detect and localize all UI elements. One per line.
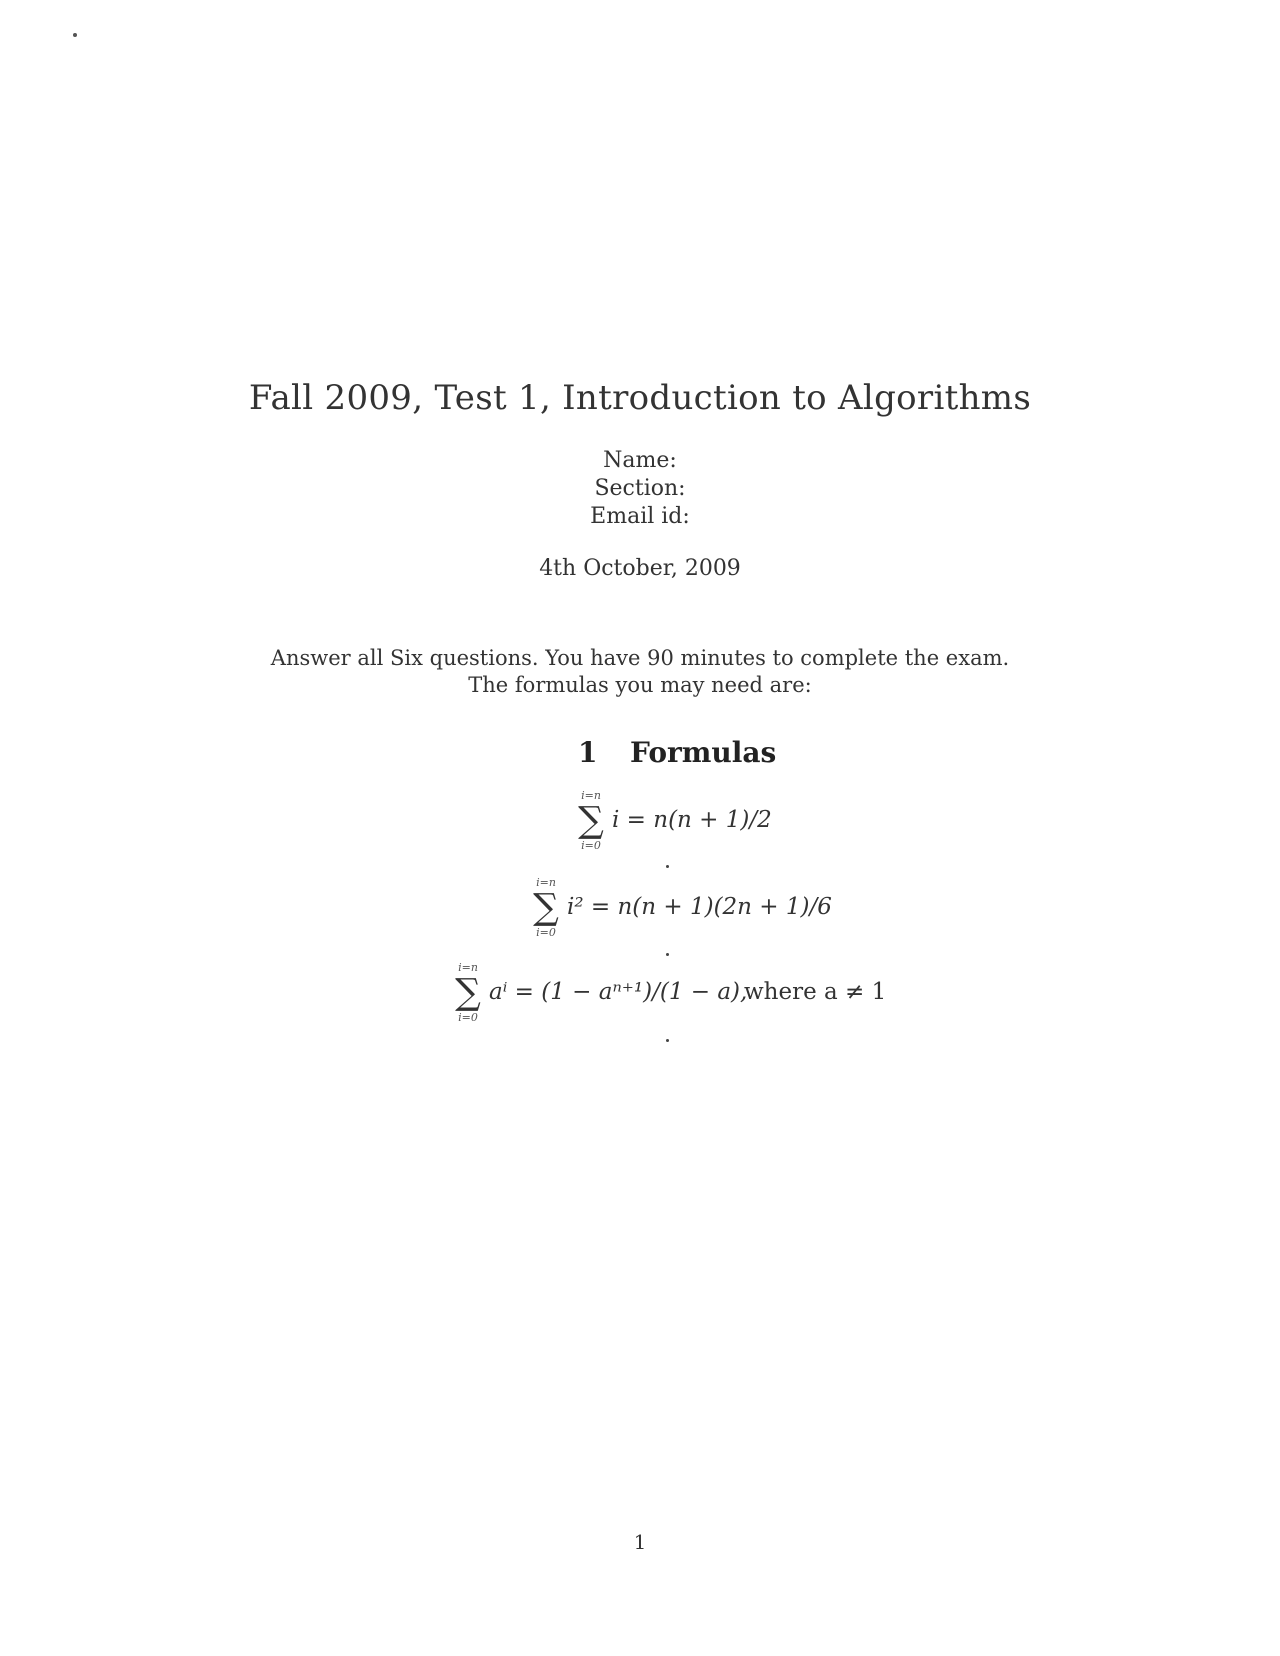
summation-upper-limit: i=n [536,876,556,889]
formula-expression: aⁱ = (1 − aⁿ⁺¹)/(1 − a), [489,979,748,1005]
formula-period [666,865,669,868]
formula-period [666,1039,669,1042]
summation-symbol [529,877,563,939]
name-field-label: Name: [603,448,677,473]
formula-sum-of-i-squared [529,876,832,967]
exam-date: 4th October, 2009 [539,556,741,581]
summation-upper-limit: i=n [458,961,478,974]
formula-expression: i = n(n + 1)/2 [612,807,772,833]
sigma-icon: ∑ [578,800,604,841]
summation-lower-limit: i=0 [536,926,556,939]
instructions-line-1: Answer all Six questions. You have 90 minutes to complete the exam. [270,646,1010,670]
formula-expression: i² = n(n + 1)(2n + 1)/6 [567,894,832,920]
summation-lower-limit: i=0 [458,1011,478,1024]
page-number: 1 [633,1530,647,1554]
section-title: Formulas [630,736,777,769]
scan-speck [73,33,77,37]
section-field-label: Section: [594,476,686,501]
formula-geometric-series [451,962,891,1052]
section-number: 1 [578,736,598,769]
formula-period [666,953,669,956]
instructions-line-2: The formulas you may need are: [468,673,812,697]
summation-lower-limit: i=0 [581,839,601,852]
formula-condition: where a ≠ 1 [744,979,887,1005]
formula-sum-of-i [574,790,774,880]
section-heading [578,736,776,769]
summation-symbol [451,962,485,1024]
exam-title: Fall 2009, Test 1, Introduction to Algorithms [248,378,1032,418]
sigma-icon: ∑ [455,972,481,1013]
email-field-label: Email id: [590,504,690,529]
summation-upper-limit: i=n [581,789,601,802]
summation-symbol [574,790,608,852]
sigma-icon: ∑ [533,887,559,928]
